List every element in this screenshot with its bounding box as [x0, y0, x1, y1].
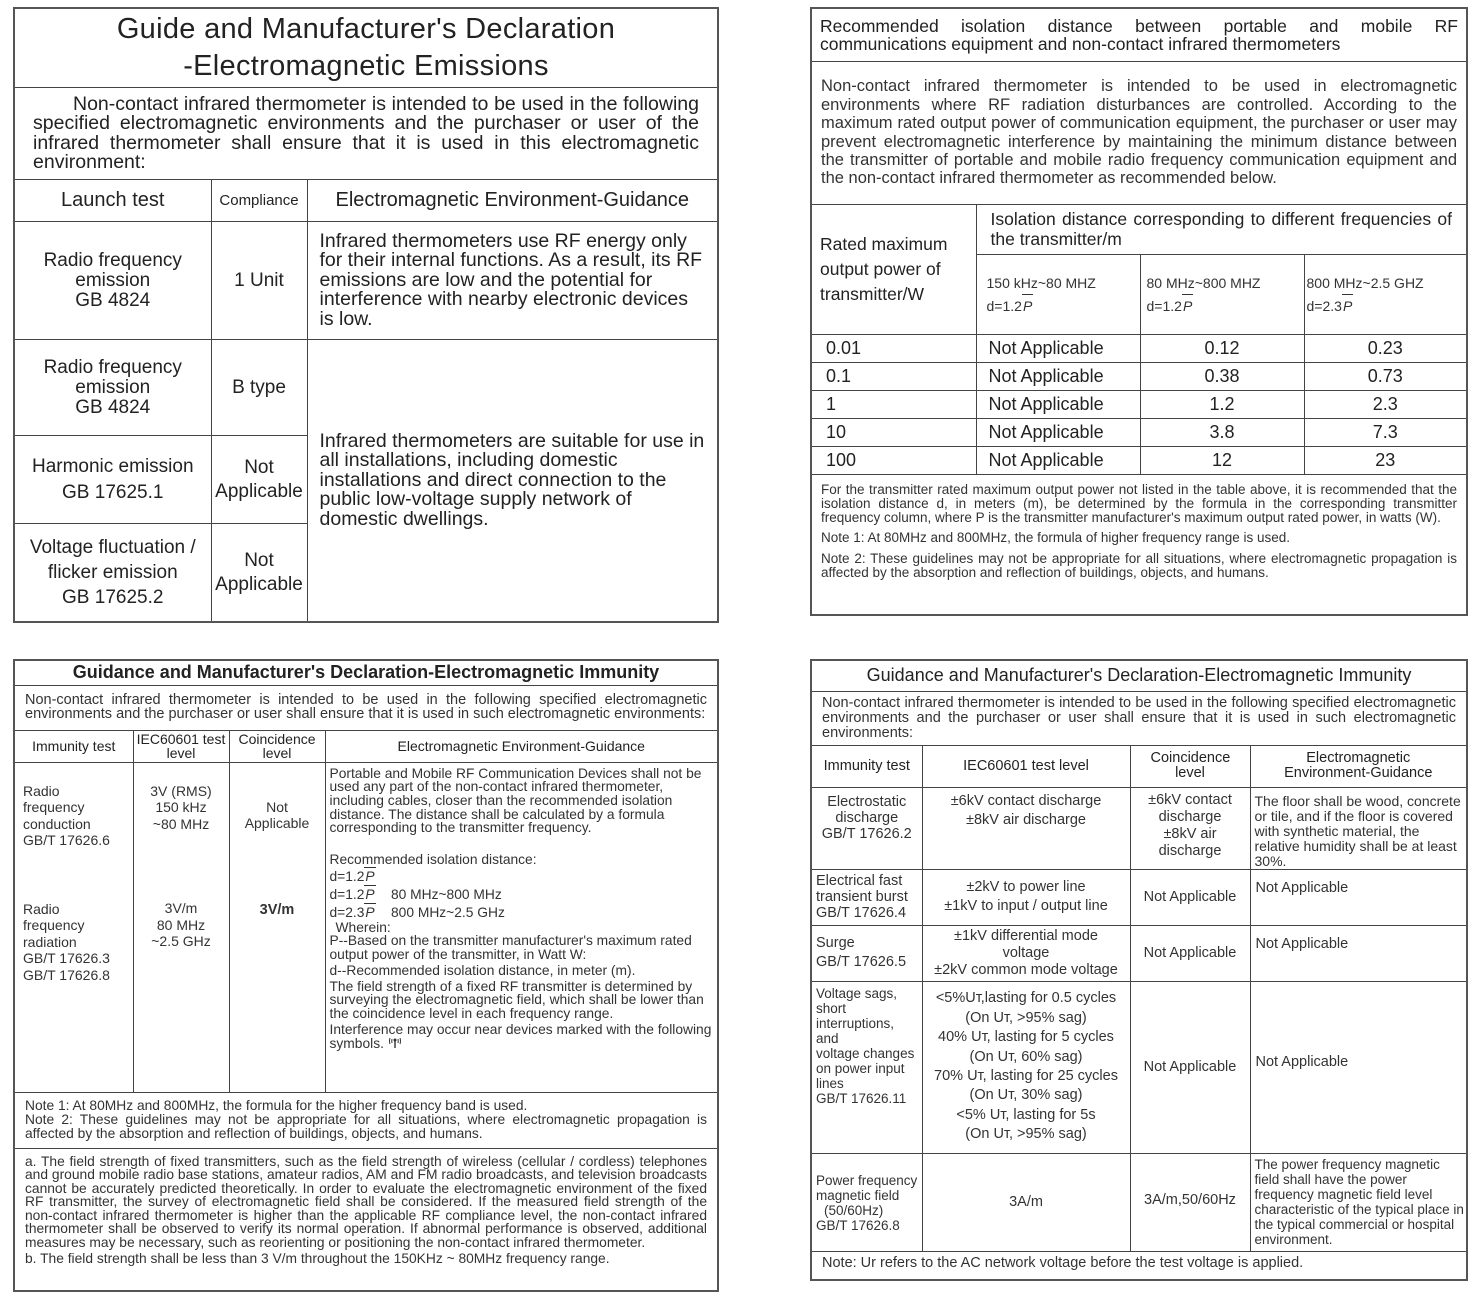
row-rf-emission-1-compliance: 1 Unit — [211, 222, 307, 340]
immunity-esd-note: Note: Ur refers to the AC network voltage before the test voltage is applied. — [812, 1251, 1466, 1274]
header-guidance: Electromagnetic Environment-Guidance — [307, 180, 717, 222]
row-rf-emission-2-test: Radio frequency emission GB 4824 — [15, 340, 211, 436]
table-row: 1 Not Applicable 1.2 2.3 — [812, 390, 1466, 418]
freq-col-2: 80 MHz~800 MHZ d=1.2P — [1140, 254, 1304, 334]
emissions-title: Guide and Manufacturer's Declaration -Electromagnetic Emissions — [15, 9, 717, 88]
power-header: Rated maximum output power of transmitter/W — [812, 204, 976, 334]
isolation-distance-panel — [810, 7, 1468, 616]
header-coincidence: Coincidence level — [229, 730, 325, 762]
header-immunity-test: Immunity test — [812, 745, 922, 787]
immunity-esd-table — [812, 661, 1466, 1274]
header-coincidence: Coincidence level — [1130, 745, 1250, 787]
table-row: Voltage sags, short interruptions, and voltage changes on power input lines GB/T 17626.11 <5%Uт,lasting for 0.5 cycles (On Uт, >95% sag) 40% Uт, lasting for 5 cycles (On Uт, 60% sag) 70% Uт, lasting for 25 cycles (On Uт, 30% sag) <5% Uт, lasting for 5s (On Uт, >95% sag) Not Applicable Not Applicable — [812, 981, 1466, 1153]
row-harmonic-test: Harmonic emission GB 17625.1 — [15, 436, 211, 524]
immunity-rf-notes: Note 1: At 80MHz and 800MHz, the formula for the higher frequency band is used. Note 2: These guidelines may not be appropriate for all situations, where electromagnetic propagation is affected by the absorption and reflection of buildings, objects, and humans. — [15, 1092, 717, 1148]
header-em-guidance: Electromagnetic Environment-Guidance — [1250, 745, 1466, 787]
guidance-installations: Infrared thermometers are suitable for use in all installations, including domestic installations and direct connection to the public low-voltage supply network of domestic dwellings. — [307, 340, 717, 622]
isolation-table — [812, 9, 1466, 582]
table-row: 10 Not Applicable 3.8 7.3 — [812, 418, 1466, 446]
emissions-table — [15, 9, 717, 621]
immunity-esd-panel — [810, 659, 1468, 1281]
immunity-rf-title: Guidance and Manufacturer's Declaration-Electromagnetic Immunity — [15, 661, 717, 685]
header-launch-test: Launch test — [15, 180, 211, 222]
table-row: Electrical fast transient burst GB/T 17626.4 ±2kV to power line ±1kV to input / output line Not Applicable Not Applicable — [812, 869, 1466, 925]
table-row: 0.01 Not Applicable 0.12 0.23 — [812, 334, 1466, 362]
header-immunity-test: Immunity test — [15, 730, 133, 762]
table-row: Electrostatic discharge GB/T 17626.2 ±6kV contact discharge ±8kV air discharge ±6kV contact discharge ±8kV air discharge The floor shall be wood, concrete or tile, and if the floor is covered with synthetic material, the relative humidity shall be at least 30%. — [812, 787, 1466, 869]
immunity-esd-intro: Non-contact infrared thermometer is intended to be used in the following specified electromagnetic environments and the purchaser or user shall ensure that it is used in such electromagnetic environments: — [812, 691, 1466, 745]
header-iec-level: IEC60601 test level — [133, 730, 229, 762]
row-flicker-compliance: Not Applicable — [211, 524, 307, 622]
table-row: 100 Not Applicable 12 23 — [812, 446, 1466, 474]
row-rf-emission-2-compliance: B type — [211, 340, 307, 436]
row-rf-emission-1-test: Radio frequency emission GB 4824 — [15, 222, 211, 340]
immunity-rf-footnotes: a. The field strength of fixed transmitters, such as the field strength of wireless (cellular / cordless) telephones and ground mobile radio base stations, amateur radios, AM and FM radio broadcasts, and television broadcasts cannot be accurately predicted theoretically. In order to evaluate the electromagnetic environment of the fixed RF transmitter, the survey of electromagnetic field shall be considered. If the measured field strength of the non-contact infrared thermometer is higher than the applicable RF compliance level, the non-contact infrared thermometer shall be observed to verify its normal operation. If abnormal performance is observed, additional measures may be necessary, such as reorienting or positioning the non-contact infrared thermometer. b. The field strength shall be less than 3 V/m throughout the 150KHz ~ 80MHz frequency range. — [15, 1148, 717, 1267]
antenna-symbol-icon — [388, 1036, 402, 1053]
immunity-rf-panel — [13, 659, 719, 1292]
guidance-rf-energy: Infrared thermometers use RF energy only for their internal functions. As a result, its RF emissions are low and the potential for interference with nearby electronic devices is low. — [307, 222, 717, 340]
isolation-title: Recommended isolation distance between portable and mobile RF communications equipment and non-contact infrared thermometers — [812, 9, 1466, 61]
isolation-intro: Non-contact infrared thermometer is intended to be used in electromagnetic environments where RF radiation disturbances are controlled. According to the maximum rated output power of communication equipment, the purchaser or user may prevent electromagnetic interference by maintaining the minimum distance between the transmitter of portable and mobile radio frequency communication equipment and the non-contact infrared thermometer as recommended below. — [812, 61, 1466, 204]
rf-tests-cell: Radio frequency conduction GB/T 17626.6 Radio frequency radiation GB/T 17626.3 GB/T 17626.8 — [15, 762, 133, 1092]
table-row: 0.1 Not Applicable 0.38 0.73 — [812, 362, 1466, 390]
immunity-rf-table — [15, 661, 717, 1267]
table-row: Power frequency magnetic field (50/60Hz) GB/T 17626.8 3A/m 3A/m,50/60Hz The power frequency magnetic field shall have the power frequency magnetic field level characteristic of the typical place in the typical commercial or hospital environment. — [812, 1153, 1466, 1251]
rf-levels-cell: 3V (RMS) 150 kHz ~80 MHz 3V/m 80 MHz ~2.5 GHz — [133, 762, 229, 1092]
freq-col-1: 150 kHz~80 MHZ d=1.2P — [976, 254, 1140, 334]
rf-guidance-cell: Portable and Mobile RF Communication Devices shall not be used any part of the non-contact infrared thermometer, including cables, closer than the recommended isolation distance. The distance shall be calculated by a formula corresponding to the transmitter frequency. Recommended isolation distance: d=1.2P d=1.2P 80 MHz~800 MHz d=2.3P 800 MHz~2.5 GHz Wherein: P--Based on the transmitter manufacturer's maximum rated output power of the transmitter, in Watt W: d--Recommended isolation distance, in meter (m). The field strength of a fixed RF transmitter is determined by surveying the electromagnetic field, which shall be lower than the coincidence level in each frequency range. Interference may occur near devices marked with the following symbols. — [325, 762, 717, 1092]
row-flicker-test: Voltage fluctuation / flicker emission GB 17625.2 — [15, 524, 211, 622]
emissions-intro: Non-contact infrared thermometer is intended to be used in the following specified electromagnetic environments and the purchaser or user of the infrared thermometer shall ensure that it is used in this electromagnetic environment: — [15, 88, 717, 180]
immunity-rf-intro: Non-contact infrared thermometer is intended to be used in the following specified electromagnetic environments and the purchaser or user shall ensure that it is used in such electromagnetic environments: — [15, 685, 717, 730]
freq-col-3: 800 MHz~2.5 GHZ d=2.3P — [1304, 254, 1466, 334]
header-em-guidance: Electromagnetic Environment-Guidance — [325, 730, 717, 762]
immunity-esd-title: Guidance and Manufacturer's Declaration-Electromagnetic Immunity — [812, 661, 1466, 691]
row-harmonic-compliance: Not Applicable — [211, 436, 307, 524]
table-row: Surge GB/T 17626.5 ±1kV differential mode voltage ±2kV common mode voltage Not Applicable Not Applicable — [812, 925, 1466, 981]
emissions-declaration-panel — [13, 7, 719, 623]
rf-coincidence-cell: Not Applicable 3V/m — [229, 762, 325, 1092]
iso-header: Isolation distance corresponding to different frequencies of the transmitter/m — [976, 204, 1466, 254]
header-compliance: Compliance — [211, 180, 307, 222]
isolation-notes: For the transmitter rated maximum output power not listed in the table above, it is recommended that the isolation distance d, in meters (m), be determined by the formula in the corresponding transmitter frequency column, where P is the transmitter manufacturer's maximum output rated power, in watts (W). Note 1: At 80MHz and 800MHz, the formula of higher frequency range is used. Note 2: These guidelines may not be appropriate for all situations, where electromagnetic propagation is affected by the absorption and reflection of buildings, objects, and humans. — [812, 474, 1466, 582]
header-iec-level: IEC60601 test level — [922, 745, 1130, 787]
